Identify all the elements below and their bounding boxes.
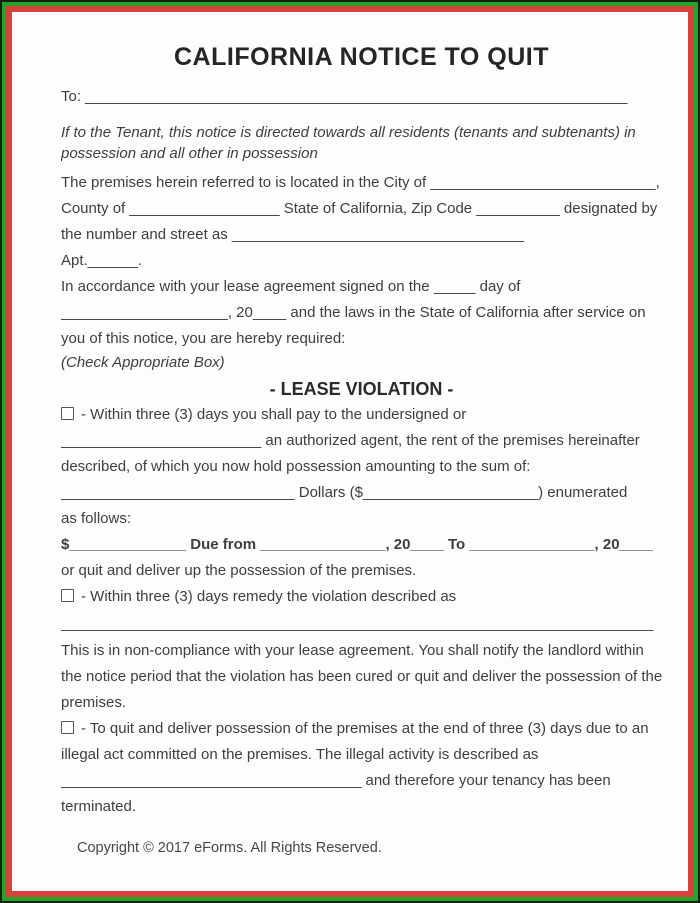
- agreement-year-line: ____________________, 20____ and the laws in the State of California after service on: [61, 304, 646, 321]
- non-compliance-line1: This is in non-compliance with your lease agreement. You shall notify the landlord within: [61, 642, 644, 659]
- premises-apt-line: Apt.______.: [61, 252, 142, 269]
- option-pay-checkbox-line: [61, 402, 662, 428]
- premises-county-zip-line: County of __________________ State of California, Zip Code __________ designated by: [61, 200, 658, 217]
- option-pay-section: [61, 402, 662, 584]
- option-pay-as-follows-line: as follows:: [61, 510, 132, 527]
- option-illegal-checkbox-line: [61, 716, 662, 742]
- option-illegal-tenancy-line: ____________________________________ and therefore your tenancy has been: [61, 772, 611, 789]
- page-border-red: [6, 6, 694, 897]
- option-pay-described-line: described, of which you now hold possession amounting to the sum of:: [61, 458, 531, 475]
- tenant-notice-note-line2: possession and all other in possession: [61, 145, 318, 162]
- lease-violation-header: - LEASE VIOLATION -: [269, 379, 454, 399]
- premises-city-line: The premises herein referred to is located in the City of ___________________________,: [61, 174, 660, 191]
- option-remedy-text: - Within three (3) days remedy the violation described as: [81, 588, 457, 605]
- non-compliance-line2: the notice period that the violation has been cured or quit and deliver the possession of the: [61, 668, 662, 685]
- option-remedy-section: [61, 584, 662, 716]
- non-compliance-line3: premises.: [61, 694, 127, 711]
- lease-agreement-paragraph: [61, 274, 662, 352]
- amount-due-line: $______________ Due from _______________, 20____ To _______________, 20____: [61, 536, 653, 553]
- option-illegal-section: [61, 716, 662, 820]
- option-remedy-checkbox-line: [61, 584, 662, 610]
- option-illegal-activity-line: illegal act committed on the premises. The illegal activity is described as: [61, 746, 539, 763]
- tenant-notice-note: [61, 122, 662, 164]
- option-illegal-terminated-line: terminated.: [61, 798, 137, 815]
- premises-paragraph: [61, 170, 662, 274]
- option-pay-agent-line: ________________________ an authorized agent, the rent of the premises hereinafter: [61, 432, 640, 449]
- premises-street-line: the number and street as ___________________________________: [61, 226, 524, 243]
- option-pay-quit-line: or quit and deliver up the possession of the premises.: [61, 562, 417, 579]
- page-border-green: [2, 2, 698, 901]
- agreement-day-line: In accordance with your lease agreement signed on the _____ day of: [61, 278, 521, 295]
- document-page: [12, 12, 688, 891]
- option-illegal-checkbox-icon[interactable]: [61, 721, 74, 734]
- agreement-required-line: you of this notice, you are hereby required:: [61, 330, 346, 347]
- page-title: CALIFORNIA NOTICE TO QUIT: [174, 43, 549, 71]
- option-remedy-checkbox-icon[interactable]: [61, 589, 74, 602]
- option-pay-dollars-line: ____________________________ Dollars ($_____________________) enumerated: [61, 484, 628, 501]
- to-field-line: To: _________________________________________________________________: [61, 88, 628, 105]
- tenant-notice-note-line1: If to the Tenant, this notice is directed towards all residents (tenants and subtenants) in: [61, 124, 636, 141]
- option-pay-checkbox-icon[interactable]: [61, 407, 74, 420]
- violation-description-blank-line: _______________________________________________________________________: [61, 615, 654, 632]
- option-illegal-text: - To quit and deliver possession of the premises at the end of three (3) days due to an: [81, 720, 649, 737]
- option-pay-text: - Within three (3) days you shall pay to the undersigned or: [81, 406, 467, 423]
- check-appropriate-box-note: (Check Appropriate Box): [61, 354, 225, 371]
- copyright-footer: Copyright © 2017 eForms. All Rights Reserved.: [77, 840, 382, 856]
